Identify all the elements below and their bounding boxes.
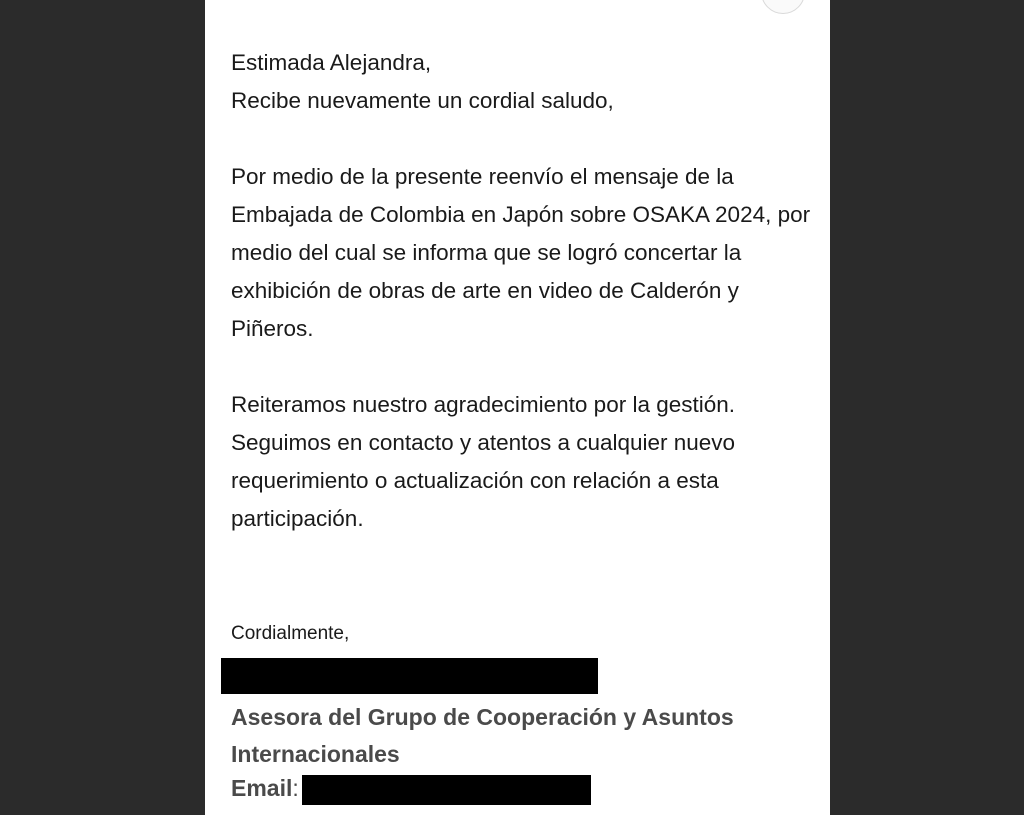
greeting-line-1: Estimada Alejandra, xyxy=(231,50,432,75)
paragraph-forward-message: Por medio de la presente reenvío el mensaje de la Embajada de Colombia en Japón sobre OSAKA 2024, por medio del cual se informa que se logró concertar la exhibición de obras de arte en video de Calderón y Piñeros. xyxy=(231,164,811,341)
paragraph-spacer xyxy=(231,348,816,386)
email-colon: : xyxy=(292,775,299,801)
more-options-button[interactable] xyxy=(761,0,805,14)
redacted-email xyxy=(302,775,591,805)
email-label: Email xyxy=(231,775,293,801)
paragraph-thanks: Reiteramos nuestro agradecimiento por la gestión. Seguimos en contacto y atentos a cualquier nuevo requerimiento o actualización con relación a esta participación. xyxy=(231,392,736,531)
redacted-name xyxy=(221,658,598,694)
email-body xyxy=(231,44,816,538)
greeting-line-2: Recibe nuevamente un cordial saludo, xyxy=(231,88,614,113)
email-page xyxy=(205,0,830,815)
signature-email-row xyxy=(231,771,299,805)
signature-block xyxy=(231,618,821,801)
paragraph-spacer xyxy=(231,120,816,158)
closing-text: Cordialmente, xyxy=(231,623,350,644)
signature-role: Asesora del Grupo de Cooperación y Asuntos Internacionales xyxy=(231,704,734,767)
